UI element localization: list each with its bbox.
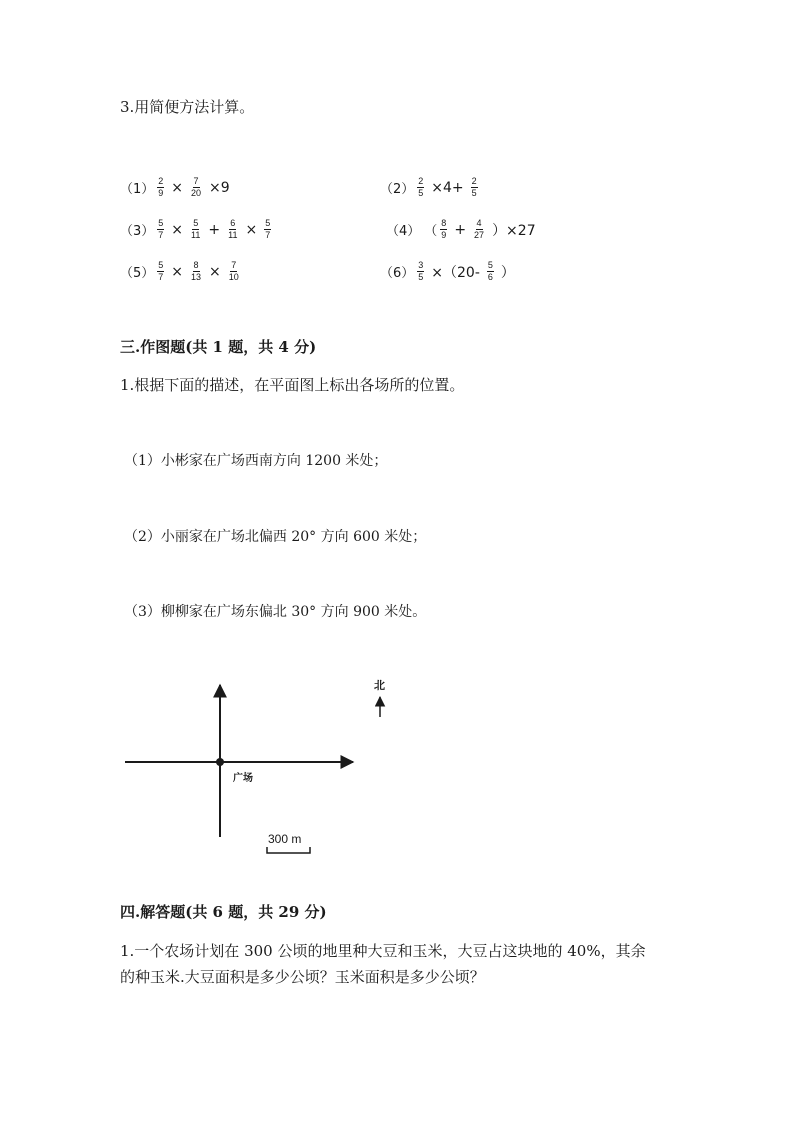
operator: ×4+ [431, 179, 464, 196]
fraction: $\frac{5}{11}$ [191, 218, 201, 240]
problem-label: （2） [380, 182, 415, 197]
problem-label: （1） [120, 182, 155, 197]
fraction: $\frac{3}{5}$ [418, 260, 424, 282]
north-label: 北 [374, 680, 385, 692]
operator: × [209, 263, 221, 280]
answer-question-1-line-2: 的种玉米.大豆面积是多少公顷？玉米面积是多少公顷？ [120, 968, 485, 986]
fraction: $\frac{7}{10}$ [228, 260, 239, 282]
section-drawing-heading: 三.作图题(共 1 题，共 4 分) [120, 338, 317, 356]
answer-question-1-line-1: 1.一个农场计划在 300 公顷的地里种大豆和玉米，大豆占这块地的 40%，其余 [120, 942, 646, 960]
fraction: $\frac{2}{5}$ [418, 176, 424, 198]
problem-label: （5） [120, 266, 155, 281]
fraction: $\frac{5}{7}$ [158, 260, 164, 282]
fraction: $\frac{5}{7}$ [158, 218, 164, 240]
operator: ×（20- [431, 264, 480, 281]
section-answer-heading: 四.解答题(共 6 题，共 29 分) [120, 903, 327, 921]
fraction: $\frac{6}{11}$ [228, 218, 238, 240]
problem-label: （3） [120, 224, 155, 239]
scale-bar [267, 847, 310, 853]
drawing-item-1: （1）小彬家在广场西南方向 1200 米处； [124, 453, 388, 469]
fraction: $\frac{4}{27}$ [474, 218, 485, 240]
fraction: $\frac{8}{9}$ [441, 218, 447, 240]
operator: + [454, 221, 467, 238]
fraction: $\frac{2}{9}$ [158, 176, 164, 198]
drawing-item-3: （3）柳柳家在广场东偏北 30° 方向 900 米处。 [124, 604, 427, 620]
operator: + [208, 221, 221, 238]
drawing-question: 1.根据下面的描述，在平面图上标出各场所的位置。 [120, 376, 465, 394]
problem-label: （4） [386, 224, 421, 239]
fraction: $\frac{2}{5}$ [471, 176, 477, 198]
operator: × [171, 263, 184, 280]
operator: × [171, 179, 184, 196]
close-paren-tail: ）×27 [492, 222, 536, 239]
fraction: $\frac{5}{7}$ [265, 218, 271, 240]
fraction: $\frac{8}{13}$ [191, 260, 202, 282]
close-paren: ） [500, 264, 515, 281]
open-paren: （ [424, 224, 438, 239]
drawing-item-2: （2）小丽家在广场北偏西 20° 方向 600 米处； [124, 529, 427, 545]
section-3-title: 3.用简便方法计算。 [120, 98, 255, 116]
operator-tail: ×9 [209, 179, 230, 196]
operator: × [171, 221, 184, 238]
plaza-point [216, 758, 224, 766]
operator: × [245, 221, 258, 238]
fraction: $\frac{5}{6}$ [487, 260, 493, 282]
fraction: $\frac{7}{20}$ [191, 176, 202, 198]
problem-label: （6） [380, 266, 415, 281]
scale-label: 300 m [268, 832, 302, 846]
plaza-label: 广场 [233, 773, 253, 784]
